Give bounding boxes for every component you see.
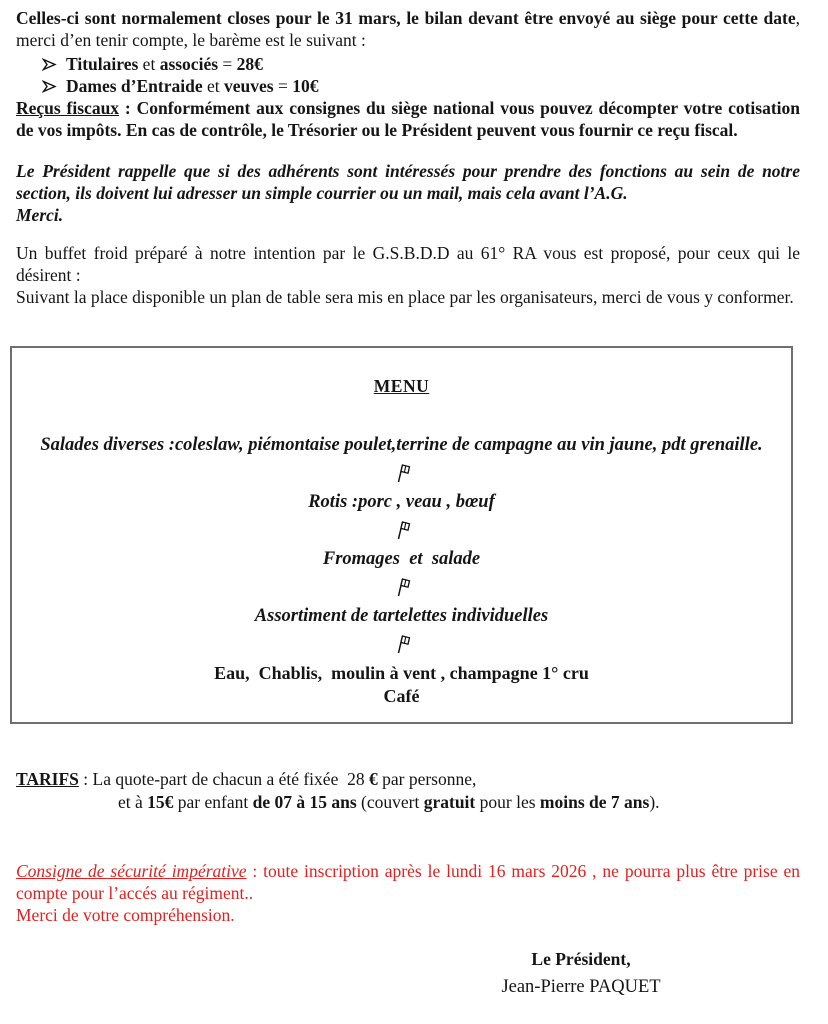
menu-course-rotis: Rotis :porc , veau , bœuf — [308, 492, 495, 512]
president-note-thanks: Merci. — [16, 205, 64, 225]
tarifs-line-1: TARIFS : La quote-part de chacun a été fixée 28 € par personne, — [16, 769, 477, 789]
menu-box — [10, 346, 793, 724]
recus-colon: : — [119, 98, 137, 118]
flag-icon — [393, 577, 411, 597]
tarifs-line-2: et à 15€ par enfant de 07 à 15 ans (couvert gratuit pour les moins de 7 ans). — [118, 792, 660, 812]
flag-icon — [393, 520, 411, 540]
fee-list — [42, 53, 800, 97]
arrowhead-bullet-icon — [42, 80, 66, 93]
security-body: : toute inscription après le lundi 16 mars 2026 , ne pourra plus être prise en compte pour l’accés au régiment.. — [16, 861, 800, 903]
fee-item-titulaires — [42, 53, 800, 75]
fee-text: Dames d’Entraide et veuves = 10€ — [66, 76, 319, 96]
signature-role: Le Président, — [531, 949, 631, 969]
president-note-body: Le Président rappelle que si des adhérents sont intéressés pour prendre des fonctions au sein de notre section, ils doivent lui adresser un simple courrier ou un mail, mais cela avant l’A.G. — [16, 161, 800, 203]
president-note — [16, 160, 800, 226]
security-notice — [16, 860, 800, 926]
security-paragraph — [16, 860, 800, 904]
fee-item-dames — [42, 75, 800, 97]
flag-icon — [393, 634, 411, 654]
menu-drinks: Eau, Chablis, moulin à vent , champagne 1° cru — [214, 663, 589, 683]
recus-body: Conformément aux consignes du siège national vous pouvez décompter votre cotisation de vos impôts. En cas de contrôle, le Trésorier ou le Président peuvent vous fournir ce reçu fiscal. — [16, 98, 801, 140]
intro-bold-text: Celles-ci sont normalement closes pour le 31 mars, le bilan devant être envoyé au siège pour cette date — [16, 8, 796, 28]
security-label: Consigne de sécurité impérative — [16, 861, 247, 881]
menu-course-salades: Salades diverses :coleslaw, piémontaise poulet,terrine de campagne au vin jaune, pdt grenaille. — [40, 435, 763, 455]
flag-icon — [393, 463, 411, 483]
menu-divider — [393, 634, 411, 654]
tarifs-label: TARIFS — [16, 769, 79, 789]
recus-label: Reçus fiscaux — [16, 98, 120, 118]
arrowhead-bullet-icon — [42, 58, 66, 71]
signature-block — [431, 946, 731, 1002]
menu-course-fromages: Fromages et salade — [322, 549, 481, 569]
buffet-block — [16, 242, 800, 308]
menu-divider — [393, 463, 411, 483]
menu-divider — [393, 577, 411, 597]
intro-regular-text: , merci d’en tenir compte, le barème est le suivant : — [16, 8, 800, 50]
tarifs-block — [16, 768, 800, 814]
menu-divider — [393, 520, 411, 540]
buffet-paragraph-2: Suivant la place disponible un plan de table sera mis en place par les organisateurs, merci de vous y conformer. — [16, 287, 794, 307]
menu-coffee: Café — [383, 686, 420, 706]
menu-course-tartelettes: Assortiment de tartelettes individuelles — [254, 606, 549, 626]
recus-paragraph — [16, 97, 800, 141]
menu-title: MENU — [373, 376, 430, 396]
signature-name: Jean-Pierre PAQUET — [501, 977, 661, 997]
security-thanks: Merci de votre compréhension. — [16, 905, 235, 925]
fee-text: Titulaires et associés = 28€ — [66, 54, 263, 74]
intro-paragraph — [16, 7, 800, 51]
buffet-paragraph-1: Un buffet froid préparé à notre intention par le G.S.B.D.D au 61° RA vous est proposé, pour ceux qui le désirent : — [16, 243, 800, 285]
